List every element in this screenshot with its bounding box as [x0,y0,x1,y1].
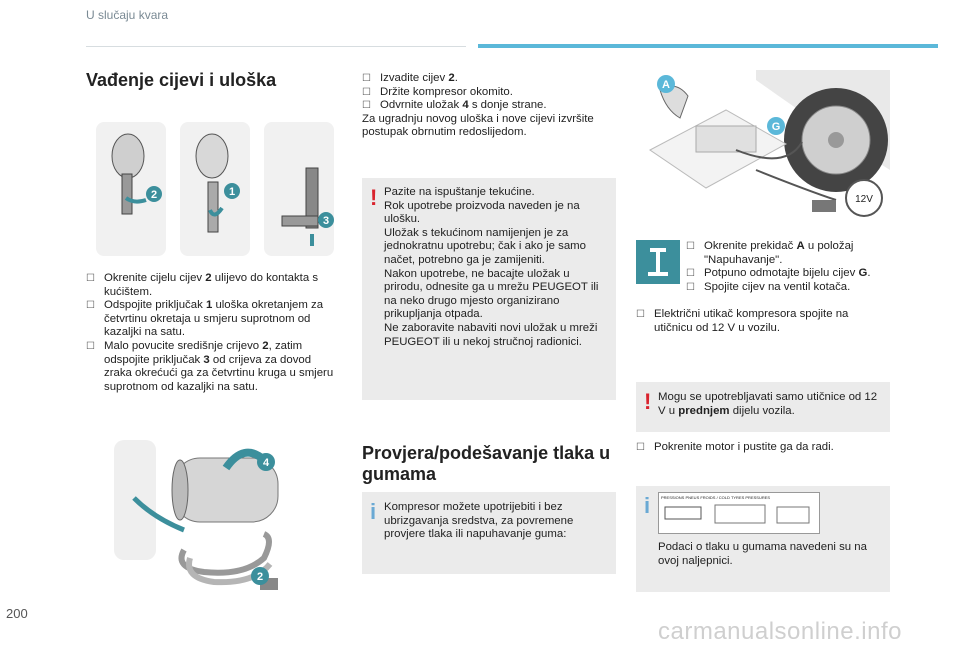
list-item: ☐ Odspojite priključak 1 uloška okretanjem za četvrtinu okretaja u smjeru suprotnom od kazaljki na satu. [86,299,324,339]
column2-instructions [362,72,616,140]
section-header: U slučaju kvara [86,8,169,22]
checkbox-icon: ☐ [686,241,695,252]
list-item: ☐ Pokrenite motor i pustite ga da radi. [636,441,834,453]
reassembly-note: Za ugradnju novog uloška i nove cijevi izvršite postupak obrnutim redoslijedom. [362,112,594,139]
inflation-steps [686,240,896,294]
list-item: ☐ Izvadite cijev 2. [362,72,458,84]
tire-pressure-label-image [658,492,820,534]
list-item: ☐ Električni utikač kompresora spojite na utičnicu od 12 V u vozilu. [636,308,849,334]
warning-icon: ! [370,185,378,210]
svg-text:3: 3 [322,215,330,227]
list-item: ☐ Spojite cijev na ventil kotača. [686,280,851,293]
checkbox-icon: ☐ [86,340,95,352]
engine-step [636,441,890,455]
checkbox-icon: ☐ [362,100,371,112]
header-divider [86,46,466,47]
compressor-wheel-illustration [636,70,890,234]
svg-text:12V: 12V [855,194,873,205]
checkbox-icon: ☐ [362,73,371,84]
list-item: ☐ Odvrnite uložak 4 s donje strane. [362,99,547,112]
info-icon: i [644,493,651,518]
label-heading: PRESSIONS PNEUS FROIDS / COLD TYRES PRESSURES [661,495,771,500]
socket-warning-text: Mogu se upotrebljavati samo utičnice od 12 V u prednjem dijelu vozila. [658,391,878,417]
section1-instructions [86,272,342,394]
info-icon: i [370,499,377,524]
info-text: Kompresor možete upotrijebiti i bez ubrizgavanja sredstva, za povremene provjere tlaka ili napuhavanje guma: [384,501,574,541]
warning-text: Pazite na ispuštanje tekućine. Rok upotrebe proizvoda naveden je na ulošku. Uložak s tekućinom namijenjen je za jednokratnu upotrebu; čak i ako je samo načet, potrebno ga je zamijeniti. Nakon upotrebe, ne bacajte uložak u prirodu, odnesite ga u mrežu PEUGEOT ili na neko drugo mjesto organizirano prikupljanja otpada. Ne zaboravite nabaviti novi uložak u mreži PEUGEOT ili u nekoj stručnoj radionici. [384,186,599,348]
page-number: 200 [6,606,28,621]
svg-text:A: A [662,79,670,91]
page-title: Vađenje cijevi i uloška [86,70,277,90]
info-box [362,492,616,574]
tire-label-info-box [636,486,890,592]
socket-warning-box [636,382,890,432]
checkbox-icon: ☐ [636,309,645,320]
checkbox-icon: ☐ [86,300,95,312]
svg-text:4: 4 [262,457,270,469]
power-socket-step [636,308,890,335]
checkbox-icon: ☐ [686,268,695,280]
checkbox-icon: ☐ [636,442,645,453]
list-item: ☐ Malo povucite središnje crijevo 2, zatim odspojite priključak 3 od crijeva za dovod zraka okrećući ga za četvrtinu kruga u smjeru suprotnom od kazaljki na satu. [86,339,334,393]
header-accent-bar [478,44,938,48]
warning-icon: ! [644,389,652,414]
tire-inflation-icon [636,240,680,284]
section-title: Provjera/podešavanje tlaka u gumama [362,443,611,484]
checkbox-icon: ☐ [362,86,371,98]
watermark: carmanualsonline.info [658,618,902,645]
svg-text:2: 2 [150,189,158,201]
list-item: ☐ Potpuno odmotajte bijelu cijev G. [686,267,871,280]
svg-text:1: 1 [228,186,236,198]
svg-text:2: 2 [256,571,264,583]
list-item: ☐ Okrenite cijelu cijev 2 ulijevo do kontakta s kućištem. [86,272,319,298]
checkbox-icon: ☐ [86,273,95,284]
list-item: ☐ Okrenite prekidač A u položaj "Napuhavanje". [686,240,854,266]
tire-label-info-text: Podaci o tlaku u gumama navedeni su na ovoj naljepnici. [658,541,867,567]
list-item: ☐ Držite kompresor okomito. [362,85,513,98]
warning-box [362,178,616,400]
cartridge-hose-illustration [114,438,298,590]
checkbox-icon: ☐ [686,281,695,293]
cartridge-removal-illustration [86,116,342,262]
svg-text:G: G [771,121,781,133]
